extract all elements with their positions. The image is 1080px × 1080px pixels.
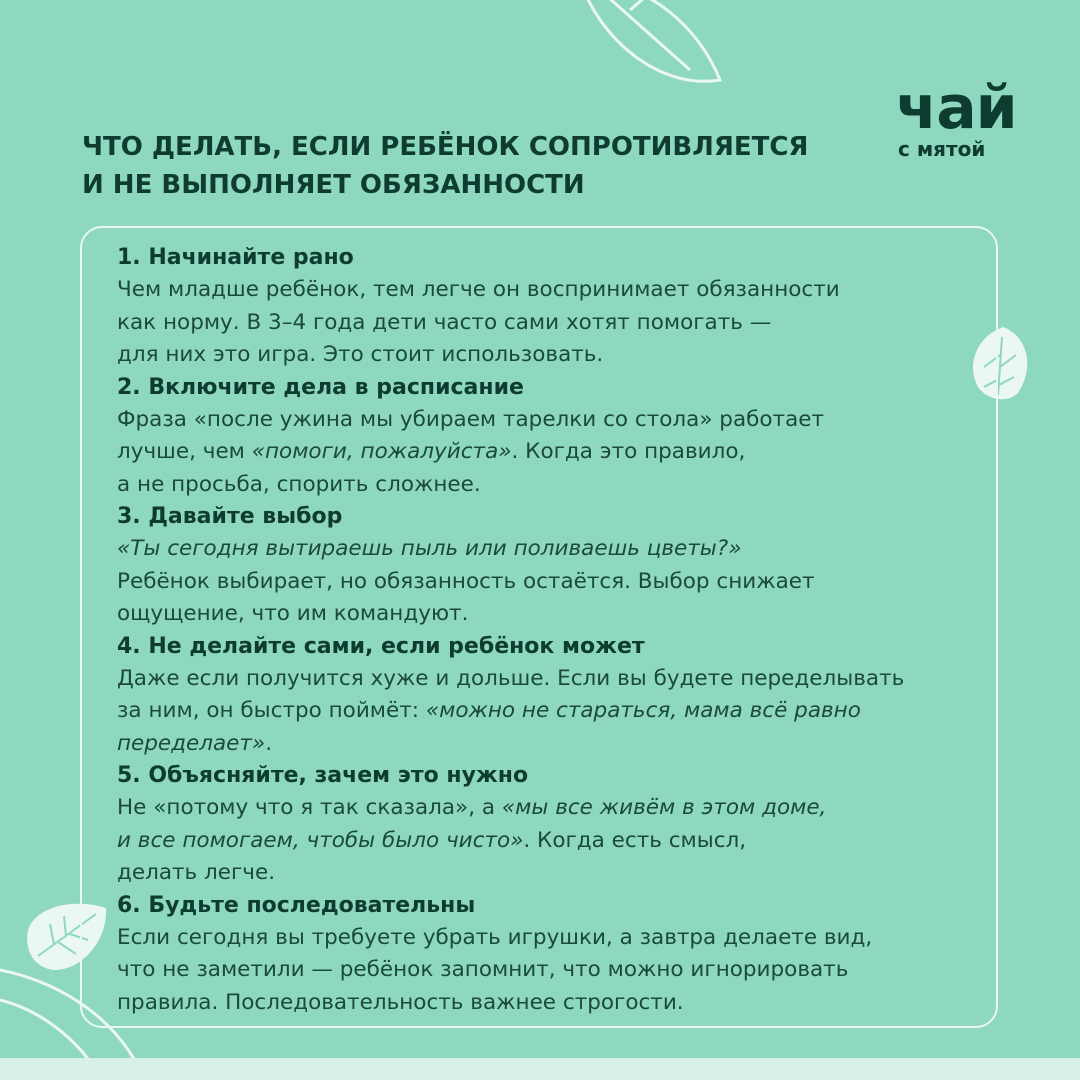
- brand-logo: [896, 73, 1017, 161]
- brand-name: чай: [896, 73, 1017, 143]
- tip-text-fragment: за ним, он быстро поймёт:: [117, 698, 426, 723]
- tip-text: [117, 663, 976, 761]
- tip-text-fragment: . Когда есть смысл,: [523, 827, 747, 853]
- tip-line: Ребёнок выбирает, но обязанность остаётся. Выбор снижает: [117, 568, 815, 594]
- tip-quote: и все помогаем, чтобы было чисто»: [117, 827, 524, 853]
- tip-line: правила. Последовательность важнее строгости.: [117, 989, 684, 1015]
- tip-quote: «мы все живём в этом доме,: [501, 795, 827, 820]
- tip-line: [117, 728, 976, 761]
- tip-title: 4. Не делайте сами, если ребёнок может: [117, 633, 645, 659]
- tip-text: [117, 404, 976, 502]
- tip-line: Чем младше ребёнок, тем легче он воспринимает обязанности: [117, 277, 840, 302]
- tip-title: 1. Начинайте рано: [117, 245, 354, 270]
- tip-line: Фраза «после ужина мы убираем тарелки со стола» работает: [117, 406, 824, 432]
- brand-subtitle: с мятой: [898, 137, 986, 161]
- tip-line: делать легче.: [117, 860, 276, 885]
- tip-line: [117, 792, 976, 825]
- tip-item: [117, 631, 976, 761]
- mint-leaf-icon: [560, 0, 730, 100]
- tip-line: а не просьба, спорить сложнее.: [117, 471, 481, 497]
- tip-line: ощущение, что им командуют.: [117, 601, 469, 626]
- tip-quote: переделает»: [117, 730, 266, 756]
- tip-line: [117, 436, 976, 469]
- tip-text: [117, 533, 976, 631]
- tip-item: [117, 760, 976, 890]
- tip-text-fragment: .: [265, 730, 273, 756]
- tip-quote: «помоги, пожалуйста»: [251, 439, 512, 464]
- page-title: [82, 128, 842, 204]
- tip-title: 3. Давайте выбор: [117, 504, 343, 529]
- tip-line: [117, 695, 976, 728]
- tip-text-fragment: Не «потому что я так сказала», а: [117, 795, 502, 820]
- tip-line: Если сегодня вы требуете убрать игрушки, а завтра делаете вид,: [117, 924, 873, 950]
- tip-text-fragment: лучше, чем: [117, 439, 252, 464]
- tip-item: [117, 890, 976, 1020]
- tip-text: [117, 274, 976, 372]
- tip-line: Даже если получится хуже и дольше. Если вы будете переделывать: [117, 665, 905, 691]
- tip-quote: «Ты сегодня вытираешь пыль или поливаешь цветы?»: [117, 536, 742, 561]
- tip-quote: «можно не стараться, мама всё равно: [425, 698, 861, 723]
- tip-text-fragment: . Когда это правило,: [511, 439, 746, 464]
- tip-item: [117, 242, 976, 372]
- tip-text: [117, 792, 976, 890]
- title-line-2: И НЕ ВЫПОЛНЯЕТ ОБЯЗАННОСТИ: [82, 170, 585, 200]
- tip-title: 2. Включите дела в расписание: [117, 374, 524, 400]
- bottom-strip: [0, 1058, 1080, 1080]
- tips-card: [80, 226, 998, 1028]
- tip-line: как норму. В 3–4 года дети часто сами хотят помогать —: [117, 309, 772, 335]
- tip-item: [117, 372, 976, 502]
- tip-line: для них это игра. Это стоит использовать.: [117, 342, 604, 367]
- tip-text: [117, 922, 976, 1020]
- tip-title: 6. Будьте последовательны: [117, 892, 476, 918]
- tip-line: что не заметили — ребёнок запомнит, что можно игнорировать: [117, 957, 849, 982]
- tip-title: 5. Объясняйте, зачем это нужно: [117, 763, 529, 788]
- tip-item: [117, 501, 976, 631]
- tip-line: [117, 825, 976, 858]
- title-line-1: ЧТО ДЕЛАТЬ, ЕСЛИ РЕБЁНОК СОПРОТИВЛЯЕТСЯ: [82, 132, 809, 162]
